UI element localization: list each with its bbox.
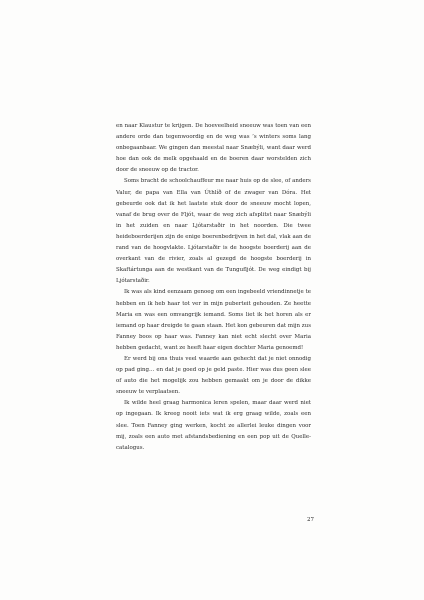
paragraph: Ik wilde heel graag harmonica leren spelen, maar daar werd niet op ingegaan. Ik kreeg nooit iets wat ik erg graag wilde, zoals een slee. Toen Fanney ging werken, kocht ze allerlei leuke dingen voor mij, zoals een auto met afstandsbediening en een pop uit de Quelle-catalogus. [116,400,311,451]
paragraph: Ik was als kind eenzaam genoeg om een ingebeeld vriendinnetje te hebben en ik heb haar tot ver in mijn puberteit gehouden. Ze heette Maria en was een omvangrijk iemand. Soms liet ik het horen als er iemand op haar dreigde te gaan staan. Het kon gebeuren dat mijn zus Fanney boos op haar was. Fanney kan niet echt slecht over Maria hebben gedacht, want ze heeft haar eigen dochter Maria genoemd! [116,289,311,351]
page-number: 27 [307,517,314,523]
paragraph: Er werd bij ons thuis veel waarde aan gehecht dat je niet onnodig op pad ging… en dat je goed op je geld paste. Hier was dus geen slee of auto die het mogelijk zou hebben gemaakt om je door de dikke sneeuw te verplaatsen. [116,355,311,396]
paragraph: en naar Klaustur te krijgen. De hoeveelheid sneeuw was toen van een andere orde dan tegenwoordig en de weg was ’s winters soms lang onbegaanbaar. We gingen dan meestal naar Snæbýli, want daar werd hoe dan ook de melk opgehaald en de boeren daar worstelden zich door de sneeuw op de tractor. [116,123,311,174]
body-text [116,121,311,454]
paragraph: Soms bracht de schoolchauffeur me naar huis op de slee, of anders Valur, de papa van Ella van Úthlíð of de zwager van Dóra. Het gebeurde ook dat ik het laatste stuk door de sneeuw mocht lopen, vanaf de brug over de Fljót, waar de weg zich afsplitst naar Snæbýli in het zuiden en naar Ljótarstaðir in het noorden. Die twee heideboerderijen zijn de enige boerenbedrijven in het dal, vlak aan de rand van de hoogvlakte. Ljótarstaðir is de hoogste boerderij aan de overkant van de rivier, zoals al gezegd de hoogste boerderij in Skaftártunga aan de westkant van de Tungufljót. De weg eindigt bij Ljótarstaðir. [116,178,311,285]
